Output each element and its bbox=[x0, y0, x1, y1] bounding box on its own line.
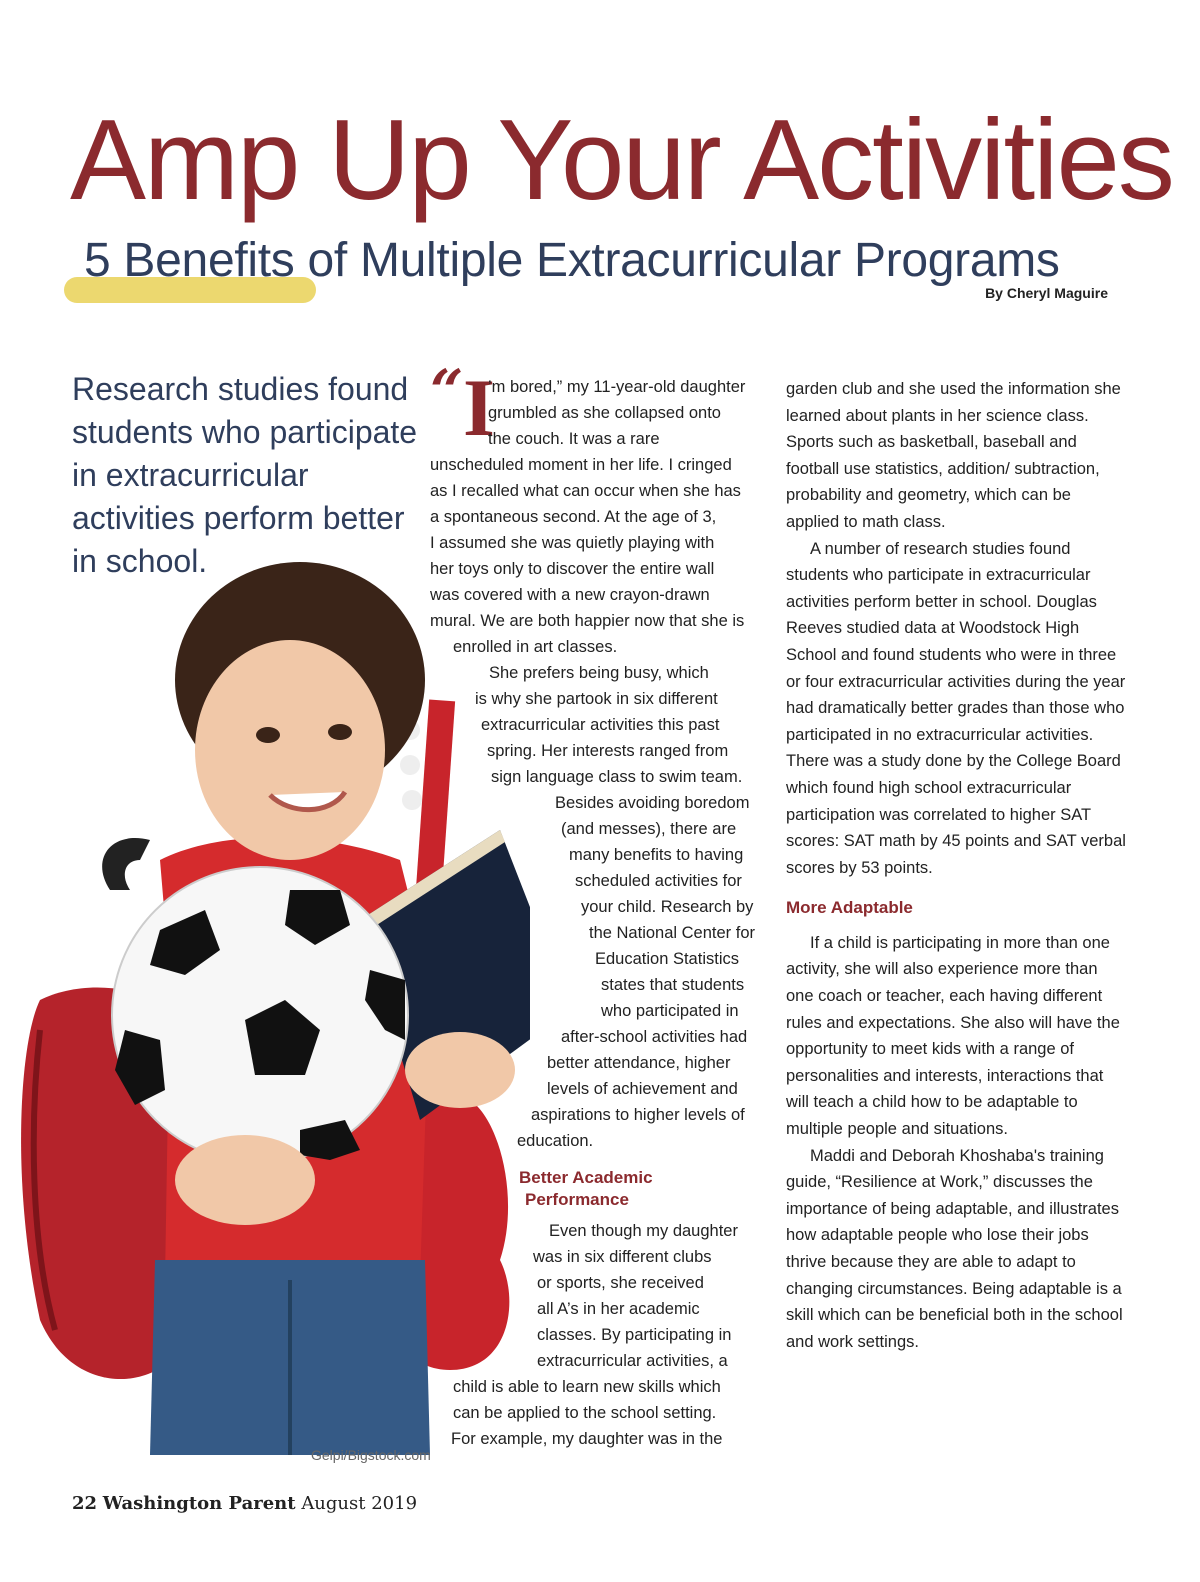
text-line: can be applied to the school setting. bbox=[453, 1404, 717, 1422]
text-line: was in six different clubs bbox=[533, 1248, 712, 1266]
face bbox=[195, 640, 385, 860]
text-line: all A’s in her academic bbox=[537, 1300, 700, 1318]
soccer-ball-icon bbox=[112, 867, 408, 1163]
open-quote-mark: “ bbox=[430, 357, 464, 425]
text-line: extracurricular activities this past bbox=[481, 716, 720, 734]
text-line: scheduled activities for bbox=[575, 872, 742, 890]
text-line: the National Center for bbox=[589, 924, 756, 942]
text-line: is why she partook in six different bbox=[475, 690, 718, 708]
text-line: unscheduled moment in her life. I cringed bbox=[430, 456, 732, 474]
text-line: was covered with a new crayon-drawn bbox=[430, 586, 710, 604]
issue-date: August 2019 bbox=[301, 1493, 418, 1514]
text-line: better attendance, higher bbox=[547, 1054, 731, 1072]
text-line: For example, my daughter was in the bbox=[451, 1430, 723, 1448]
text-line: mural. We are both happier now that she is bbox=[430, 612, 745, 630]
text-line: who participated in bbox=[601, 1002, 739, 1020]
text-line: as I recalled what can occur when she has bbox=[430, 482, 741, 500]
text-line: her toys only to discover the entire wall bbox=[430, 560, 715, 578]
backpack-strap bbox=[102, 838, 150, 890]
text-line: Besides avoiding boredom bbox=[555, 794, 750, 812]
text-line: Even though my daughter bbox=[549, 1222, 738, 1240]
text-line: your child. Research by bbox=[581, 898, 754, 916]
text-line: She prefers being busy, which bbox=[489, 664, 709, 682]
paragraph: If a child is participating in more than one activity, she will also experience more than one coach or teacher, each having different rules and expectations. She also will have the opportunity to meet kids with a range of personalities and interests, interactions that will teach a child how to be adaptable to multiple people and situations. bbox=[786, 933, 1120, 1139]
text-line: education. bbox=[517, 1132, 594, 1150]
text-line: aspirations to higher levels of bbox=[531, 1106, 745, 1124]
text-line: I assumed she was quietly playing with bbox=[430, 534, 715, 552]
drop-cap: I bbox=[463, 362, 495, 453]
page-footer bbox=[72, 1493, 417, 1514]
right-column bbox=[786, 376, 1126, 1355]
text-line: a spontaneous second. At the age of 3, bbox=[430, 508, 717, 526]
text-line: grumbled as she collapsed onto bbox=[488, 404, 721, 422]
text-line: the couch. It was a rare bbox=[488, 430, 660, 448]
text-line: child is able to learn new skills which bbox=[453, 1378, 721, 1396]
page-number: 22 bbox=[72, 1493, 98, 1514]
text-line: or sports, she received bbox=[537, 1274, 704, 1292]
publication-name: Washington Parent bbox=[102, 1493, 296, 1514]
middle-column bbox=[430, 374, 770, 1452]
article-subtitle: 5 Benefits of Multiple Extracurricular Programs bbox=[84, 234, 1060, 287]
paragraph: Maddi and Deborah Khoshaba's training guide, “Resilience at Work,” discusses the importance of being adaptable, and illustrates how adaptable people who lose their jobs thrive because they are able to adapt to changing circumstances. Being adaptable is a skill which can be beneficial both in the school and work settings. bbox=[786, 1146, 1123, 1351]
text-line: sign language class to swim team. bbox=[491, 768, 743, 786]
text-line: states that students bbox=[601, 976, 745, 994]
text-line: Education Statistics bbox=[595, 950, 739, 968]
byline: By Cheryl Maguire bbox=[985, 285, 1108, 301]
text-line: enrolled in art classes. bbox=[453, 638, 618, 656]
text-line: extracurricular activities, a bbox=[537, 1352, 728, 1370]
paragraph: garden club and she used the information she learned about plants in her science class. Sports such as basketball, baseball and football use statistics, addition/ subtraction, probability and geometry, which can be applied to math class. bbox=[786, 380, 1121, 531]
text-line: many benefits to having bbox=[569, 846, 744, 864]
text-line: classes. By participating in bbox=[537, 1326, 732, 1344]
article-title: Amp Up Your Activities bbox=[70, 97, 1173, 224]
text-line: (and messes), there are bbox=[561, 820, 737, 838]
paragraph: A number of research studies found students who participate in extracurricular activities perform better in school. Douglas Reeves studied data at Woodstock High School and found students who were in three or four extracurricular activities during the year had dramatically better grades than those who participated in no extracurricular activities. There was a study done by the College Board which found high school extracurricular participation was correlated to higher SAT scores: SAT math by 45 points and SAT verbal scores by 53 points. bbox=[786, 539, 1126, 877]
text-line: after-school activities had bbox=[561, 1028, 748, 1046]
section-heading: Performance bbox=[525, 1190, 629, 1209]
text-line: ’m bored,” my 11-year-old daughter bbox=[488, 378, 746, 396]
photo-credit: Gelpi/Bigstock.com bbox=[311, 1447, 431, 1463]
text-line: levels of achievement and bbox=[547, 1080, 738, 1098]
text-line: spring. Her interests ranged from bbox=[487, 742, 729, 760]
section-heading: More Adaptable bbox=[786, 898, 913, 918]
pull-quote: Research studies found students who participate in extracurricular activities perform better in school. bbox=[72, 371, 418, 579]
section-heading: Better Academic bbox=[519, 1168, 653, 1187]
